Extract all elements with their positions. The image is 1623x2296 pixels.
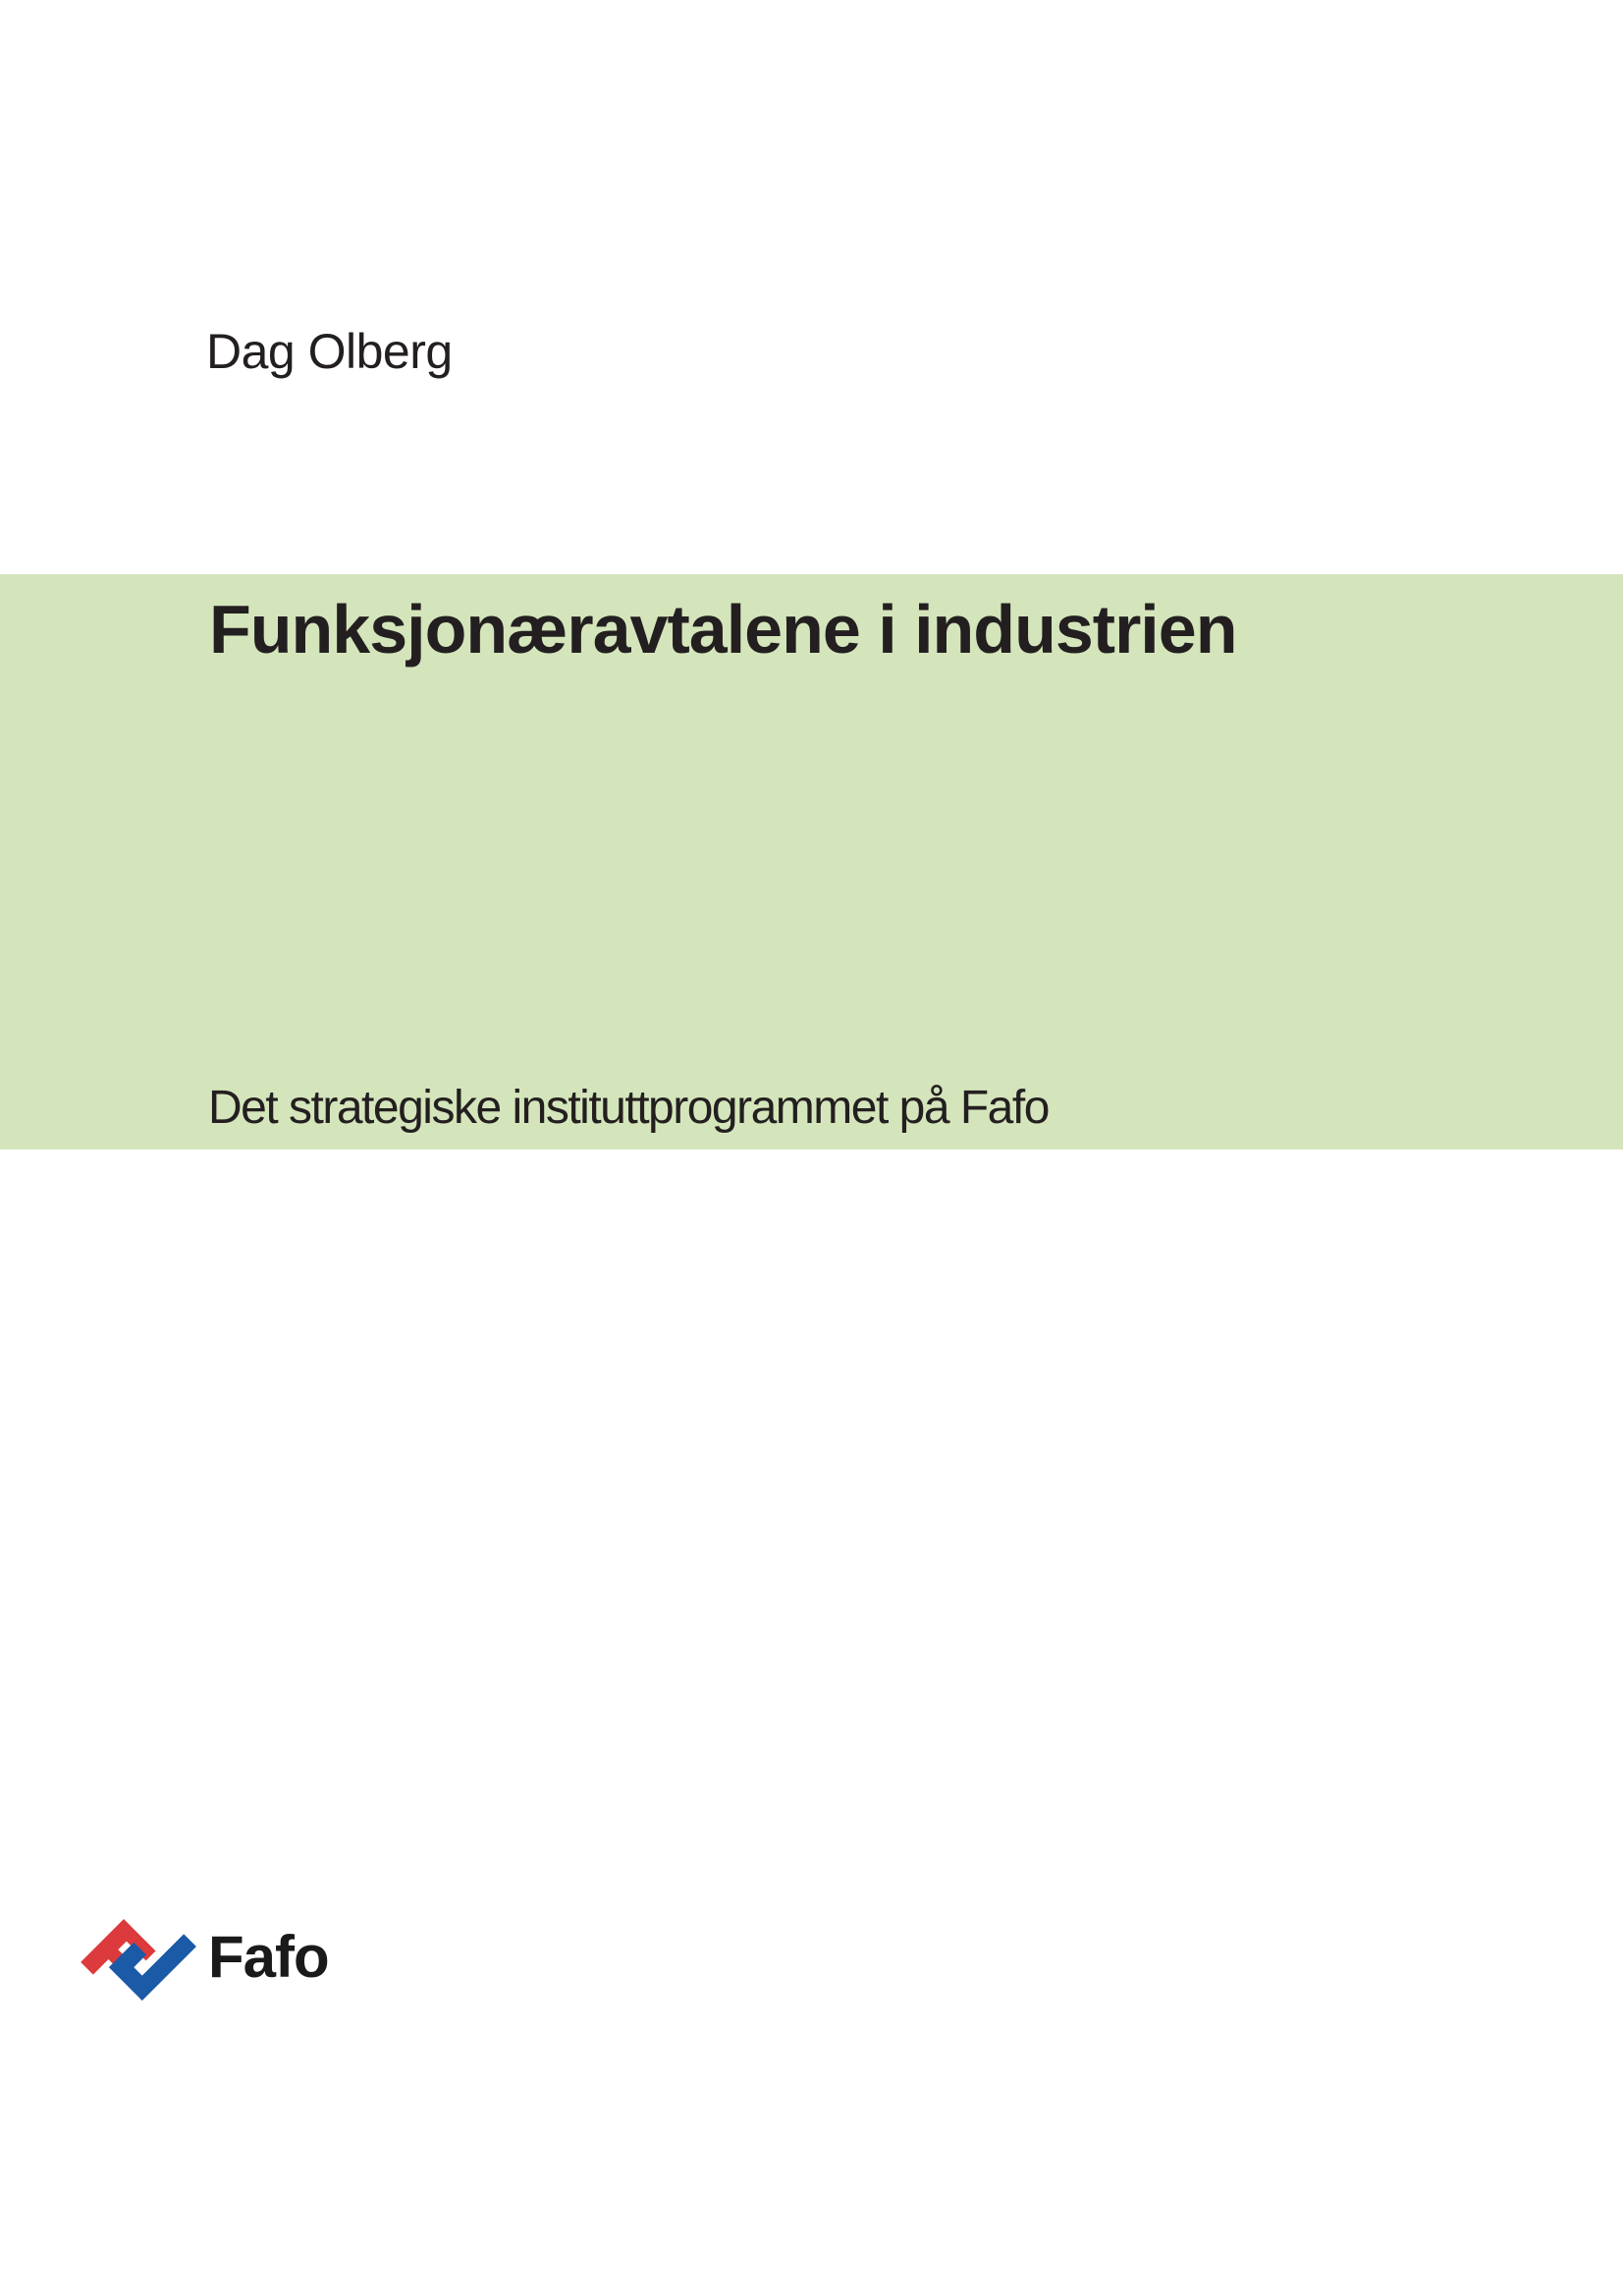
fafo-logo-mark-icon bbox=[74, 1914, 211, 2012]
report-subtitle: Det strategiske instituttprogrammet på Fafo bbox=[208, 1082, 1049, 1134]
fafo-wordmark: Fafo bbox=[208, 1924, 329, 1990]
author-name: Dag Olberg bbox=[206, 324, 453, 379]
report-title: Funksjonæravtalene i industrien bbox=[209, 591, 1237, 667]
